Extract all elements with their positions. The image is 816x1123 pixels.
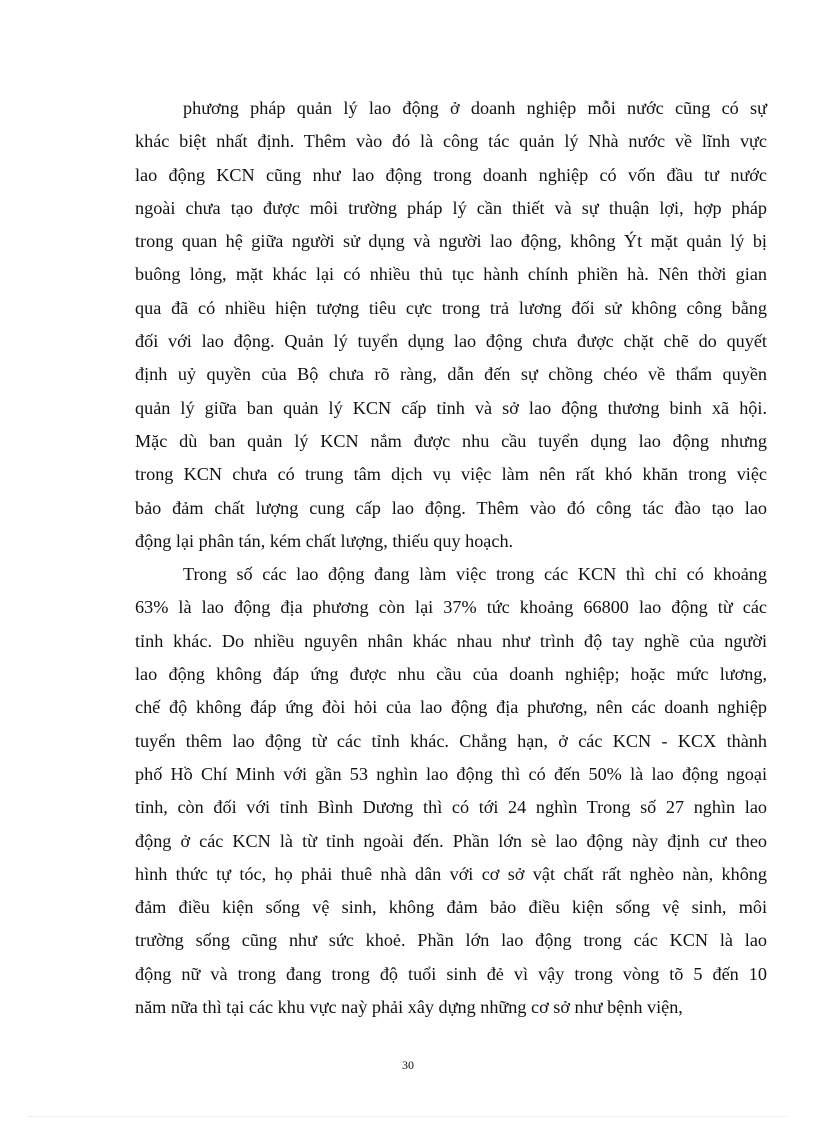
text-line: động ở các KCN là từ tỉnh ngoài đến. Phần lớn sè lao động này định cư theo — [135, 830, 767, 851]
text-line: tỉnh khác. Do nhiều nguyên nhân khác nhau như trình độ tay nghề của người — [135, 630, 767, 651]
text-line: định uỷ quyền của Bộ chưa rõ ràng, dẫn đến sự chồng chéo về thẩm quyền — [135, 364, 767, 385]
text-line: trong quan hệ giữa người sử dụng và người lao động, không Ýt mặt quản lý bị — [135, 231, 767, 252]
text-line: đảm điều kiện sống vệ sinh, không đảm bảo điều kiện sống vệ sinh, môi — [135, 897, 767, 918]
page-number: 30 — [402, 1058, 414, 1072]
text-line: qua đã có nhiều hiện tượng tiêu cực trong trả lương đối sử không công bằng — [135, 297, 767, 318]
text-line: Trong số các lao động đang làm việc trong các KCN thì chỉ có khoảng — [183, 564, 767, 585]
text-line: khác biệt nhất định. Thêm vào đó là công tác quản lý Nhà nước về lĩnh vực — [135, 131, 767, 152]
text-line: Mặc dù ban quản lý KCN nắm được nhu cầu tuyển dụng lao động nhưng — [135, 430, 767, 451]
text-line: lao động KCN cũng như lao động trong doanh nghiệp có vốn đầu tư nước — [135, 164, 767, 185]
text-line: chế độ không đáp ứng đòi hỏi của lao động địa phương, nên các doanh nghiệp — [135, 697, 767, 718]
text-line: phương pháp quản lý lao động ở doanh nghiệp mỗi nước cũng có sự — [183, 98, 767, 118]
text-line: động lại phân tán, kém chất lượng, thiếu quy hoạch. — [135, 530, 514, 551]
text-line: trường sống cũng như sức khoẻ. Phần lớn lao động trong các KCN là lao — [135, 930, 767, 951]
text-line: tuyển thêm lao động từ các tỉnh khác. Chẳng hạn, ở các KCN - KCX thành — [135, 730, 767, 751]
text-line: trong KCN chưa có trung tâm dịch vụ việc làm nên rất khó khăn trong việc — [135, 464, 767, 485]
page-bottom-divider — [28, 1116, 788, 1117]
text-line: phố Hồ Chí Minh với gần 53 nghìn lao động thì có đến 50% là lao động ngoại — [135, 763, 767, 784]
text-line: ngoài chưa tạo được môi trường pháp lý cần thiết và sự thuận lợi, hợp pháp — [135, 197, 767, 218]
text-line: 63% là lao động địa phương còn lại 37% tức khoảng 66800 lao động từ các — [135, 597, 767, 618]
text-line: buông lỏng, mặt khác lại có nhiều thủ tục hành chính phiền hà. Nên thời gian — [135, 264, 767, 285]
body-text — [135, 92, 767, 1024]
text-line: năm nữa thì tại các khu vực naỳ phải xây dựng những cơ sở như bệnh viện, — [135, 997, 683, 1018]
text-line: hình thức tự tóc, họ phải thuê nhà dân với cơ sở vật chất rất nghèo nàn, không — [135, 863, 767, 884]
text-line: động nữ và trong đang trong độ tuổi sinh đẻ vì vậy trong vòng tõ 5 đến 10 — [135, 963, 767, 984]
text-line: lao động không đáp ứng được nhu cầu của doanh nghiệp; hoặc mức lương, — [135, 664, 767, 685]
text-line: quản lý giữa ban quản lý KCN cấp tỉnh và sở lao động thương binh xã hội. — [135, 397, 767, 418]
text-line: đối với lao động. Quản lý tuyển dụng lao động chưa được chặt chẽ do quyết — [135, 331, 767, 352]
text-line: tỉnh, còn đối với tỉnh Bình Dương thì có tới 24 nghìn Trong số 27 nghìn lao — [135, 797, 767, 818]
text-line: bảo đảm chất lượng cung cấp lao động. Thêm vào đó công tác đào tạo lao — [135, 497, 767, 518]
